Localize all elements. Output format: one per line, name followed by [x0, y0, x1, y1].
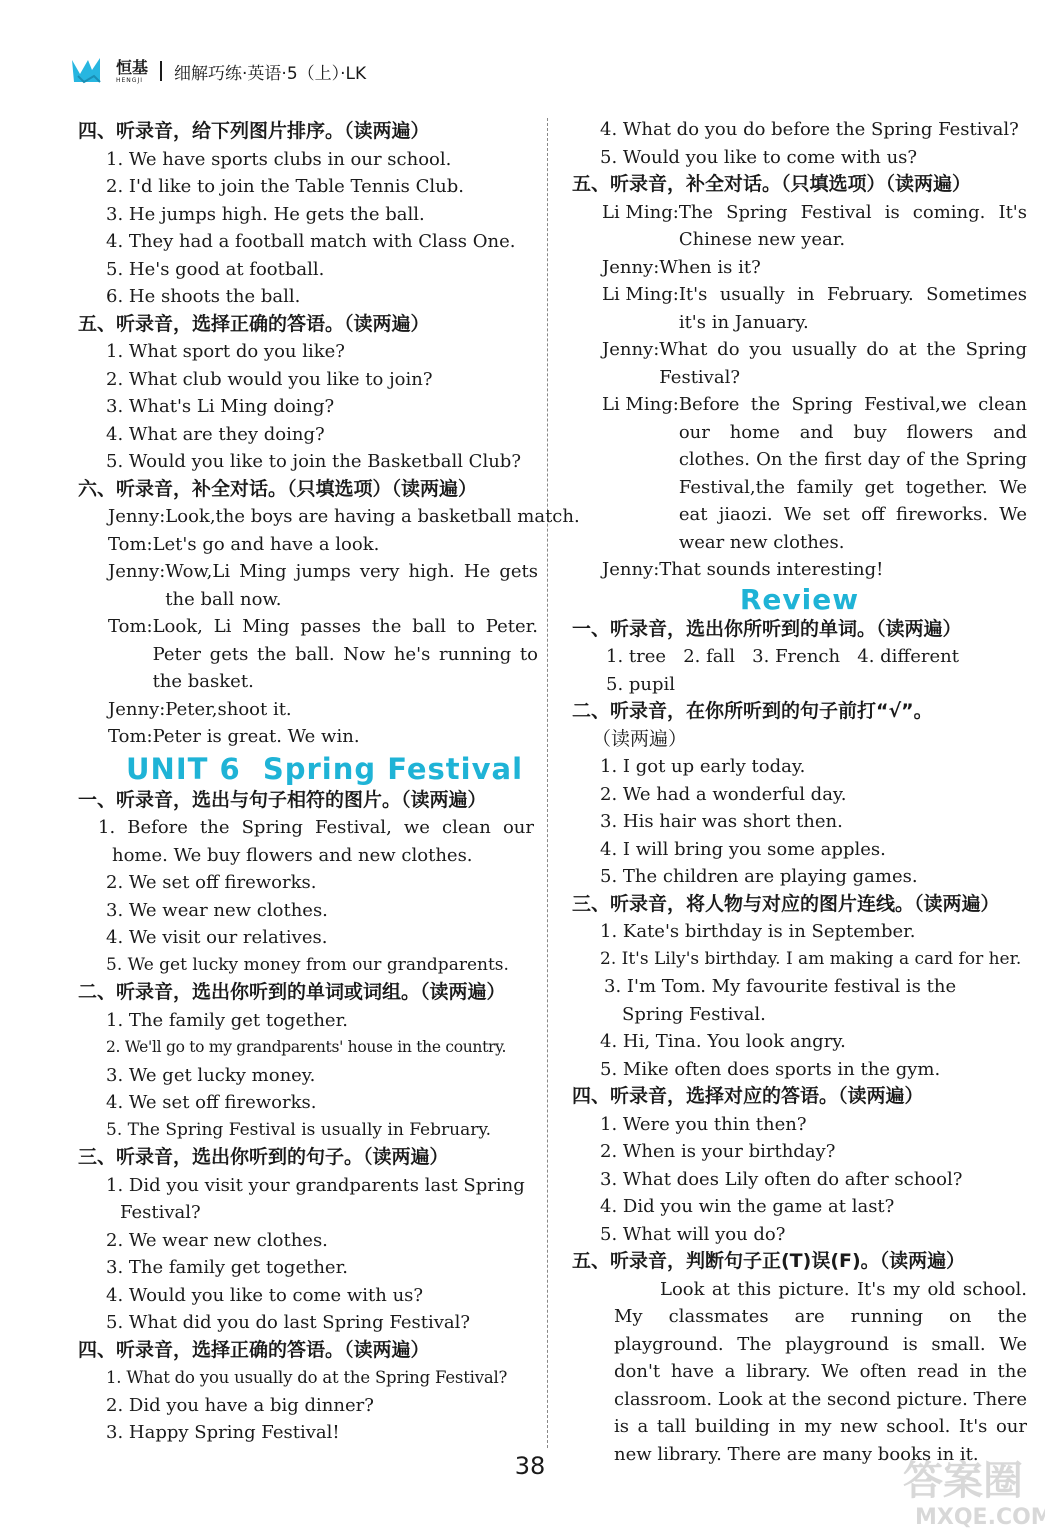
dialogue-line [78, 503, 580, 531]
dialogue-text: What do you usually do at the Spring Festival? [659, 339, 1027, 388]
list-item: 5. Would you like to join the Basketball Club? [106, 451, 521, 472]
section-heading: 三、听录音，将人物与对应的图片连线。（读两遍） [572, 892, 1000, 915]
list-item: 1. I got up early today. [600, 756, 806, 777]
list-item: 5. The children are playing games. [600, 866, 918, 887]
header-separator [160, 61, 162, 81]
speaker: Li Ming: [602, 201, 679, 223]
speaker: Li Ming: [602, 284, 679, 305]
section-heading: 六、听录音，补全对话。（只填选项）（读两遍） [78, 477, 478, 500]
brand-name: 恒基 HENGJI [116, 58, 149, 84]
speaker: Jenny: [602, 256, 660, 278]
dialogue-text: Peter is great. We win. [152, 726, 360, 747]
dialogue-line [572, 391, 1027, 556]
list-item: 3. I'm Tom. My favourite festival is the Spring Festival. [604, 976, 957, 1025]
section-heading: 三、听录音，选出你听到的句子。（读两遍） [78, 1146, 449, 1168]
dialogue-line [78, 531, 538, 559]
right-column [572, 116, 1027, 1468]
unit-title: UNIT 6 Spring Festival [126, 751, 524, 786]
dialogue-line [572, 281, 1027, 336]
dialogue-line [78, 696, 538, 724]
section-heading: 四、听录音，给下列图片排序。（读两遍） [78, 120, 430, 142]
dialogue-line [572, 556, 1027, 584]
list-item: 4. Would you like to come with us? [106, 1284, 424, 1306]
list-item: 4. We visit our relatives. [106, 927, 328, 948]
section-heading: 二、听录音，选出你听到的单词或词组。（读两遍） [78, 981, 506, 1003]
speaker: Jenny: [602, 559, 660, 580]
list-item: 4. I will bring you some apples. [600, 838, 886, 860]
list-item: 4. Hi, Tina. You look angry. [600, 1031, 846, 1052]
brand-logo-icon [70, 56, 108, 86]
list-item: 3. Happy Spring Festival! [106, 1422, 340, 1443]
dialogue-line [78, 558, 538, 613]
list-item: 3. His hair was short then. [600, 811, 843, 832]
section-heading: 四、听录音，选择正确的答语。（读两遍） [78, 1338, 430, 1361]
list-item: 3. The family get together. [106, 1257, 348, 1278]
list-item: 1. We have sports clubs in our school. [106, 148, 452, 170]
section-heading: 五、听录音，判断句子正(T)误(F)。（读两遍） [572, 1250, 966, 1272]
list-item: 4. What do you do before the Spring Festival? [600, 119, 1019, 140]
list-item: 4. We set off fireworks. [106, 1092, 317, 1113]
speaker: Jenny: [108, 506, 166, 527]
section-heading: 五、听录音，选择正确的答语。（读两遍） [78, 312, 430, 335]
dialogue-text: Wow,Li Ming jumps very high. He gets the ball now. [165, 561, 538, 610]
list-item: 3. We get lucky money. [106, 1064, 316, 1086]
speaker: Jenny: [602, 339, 660, 360]
speaker: Tom: [108, 616, 153, 637]
list-item: 2. When is your birthday? [600, 1141, 836, 1162]
list-item: 1. Kate's birthday is in September. [600, 921, 916, 942]
list-item: 3. We wear new clothes. [106, 899, 328, 921]
list-item: 1. The family get together. [106, 1009, 348, 1031]
page-header [70, 56, 366, 86]
list-item: 1. Were you thin then? [600, 1113, 807, 1135]
watermark-title: 答案圈 [903, 1458, 1023, 1504]
list-item: 2. It's Lily's birthday. I am making a card for her. [600, 948, 1022, 969]
dialogue-text: Let's go and have a look. [152, 533, 380, 555]
dialogue-text: When is it? [659, 256, 761, 278]
list-item: 1. What do you usually do at the Spring Festival? [106, 1368, 508, 1387]
list-item: 2. I'd like to join the Table Tennis Club. [106, 176, 464, 197]
word-list: 1. tree 2. fall 3. French 4. different [606, 646, 959, 667]
section-heading: 一、听录音，选出与句子相符的图片。（读两遍） [78, 788, 487, 811]
section-note: （读两遍） [592, 727, 688, 750]
list-item: 3. What does Lily often do after school? [600, 1168, 963, 1190]
dialogue-line [572, 199, 1027, 254]
list-item: 1. What sport do you like? [106, 341, 345, 362]
dialogue-text: Peter,shoot it. [165, 698, 292, 720]
column-divider [547, 118, 548, 1448]
section-heading: 四、听录音，选择对应的答语。（读两遍） [572, 1085, 924, 1107]
list-item: 4. What are they doing? [106, 423, 325, 445]
dialogue-text: Look,the boys are having a basketball match. [165, 506, 580, 527]
dialogue-line [78, 723, 538, 751]
list-item: 2. We'll go to my grandparents' house in the country. [106, 1038, 507, 1056]
list-item: 1. Before the Spring Festival, we clean our home. We buy flowers and new clothes. [98, 817, 534, 866]
watermark-logo [895, 1450, 1045, 1530]
section-heading: 一、听录音，选出你所听到的单词。（读两遍） [572, 617, 962, 640]
list-item: 5. We get lucky money from our grandparents. [106, 954, 509, 975]
section-heading: 五、听录音，补全对话。（只填选项）（读两遍） [572, 173, 972, 195]
speaker: Jenny: [108, 698, 166, 720]
list-item: 5. Mike often does sports in the gym. [600, 1058, 941, 1080]
dialogue-line [572, 254, 1027, 282]
list-item: 1. Did you visit your grandparents last Spring Festival? [106, 1174, 525, 1223]
page-number: 38 [514, 1452, 546, 1480]
list-item: 5. Would you like to come with us? [600, 146, 918, 168]
watermark-url: MXQE.COM [915, 1505, 1045, 1530]
dialogue-text: That sounds interesting! [659, 559, 884, 580]
dialogue-text: It's usually in February. Sometimes it's in January. [678, 284, 1027, 333]
list-item: 5. What did you do last Spring Festival? [106, 1312, 471, 1333]
list-item: 2. What club would you like to join? [106, 368, 433, 390]
speaker: Tom: [108, 533, 153, 555]
list-item: 5. What will you do? [600, 1223, 786, 1245]
list-item: 4. Did you win the game at last? [600, 1196, 895, 1217]
list-item: 3. He jumps high. He gets the ball. [106, 203, 425, 225]
list-item: 2. We had a wonderful day. [600, 783, 847, 805]
dialogue-text: Before the Spring Festival,we clean our home and buy flowers and clothes. On the first day of the Spring Festival,the family get together. We eat jiaozi. We set off fireworks. We wear new clothes. [678, 394, 1027, 553]
left-column [78, 118, 580, 1447]
review-title: Review [739, 582, 860, 616]
list-item: 2. Did you have a big dinner? [106, 1394, 374, 1416]
list-item: 5. The Spring Festival is usually in February. [106, 1119, 492, 1140]
list-item: 2. We set off fireworks. [106, 872, 317, 893]
book-title: 细解巧练·英语·5（上）·LK [174, 63, 367, 84]
list-item: 5. He's good at football. [106, 258, 325, 280]
speaker: Jenny: [108, 561, 166, 582]
speaker: Li Ming: [602, 394, 679, 415]
dialogue-line [78, 613, 538, 696]
dialogue-text: Look, Li Ming passes the ball to Peter. Peter gets the ball. Now he's running to the basket. [152, 616, 538, 692]
list-item: 6. He shoots the ball. [106, 286, 301, 307]
list-item: 2. We wear new clothes. [106, 1229, 328, 1251]
section-heading: 二、听录音，在你所听到的句子前打“√”。 [572, 700, 933, 722]
list-item: 3. What's Li Ming doing? [106, 396, 335, 417]
listening-passage: Look at this picture. It's my old school. My classmates are running on the playground. The playground is small. We don't have a library. We often read in the classroom. Look at the second picture. There is a tall building in my new school. It's our new library. There are many books in it. [614, 1278, 1028, 1465]
dialogue-text: The Spring Festival is coming. It's Chinese new year. [678, 201, 1027, 250]
list-item: 4. They had a football match with Class One. [106, 231, 516, 252]
dialogue-line [572, 336, 1027, 391]
word-list: 5. pupil [606, 673, 676, 695]
speaker: Tom: [108, 726, 153, 747]
